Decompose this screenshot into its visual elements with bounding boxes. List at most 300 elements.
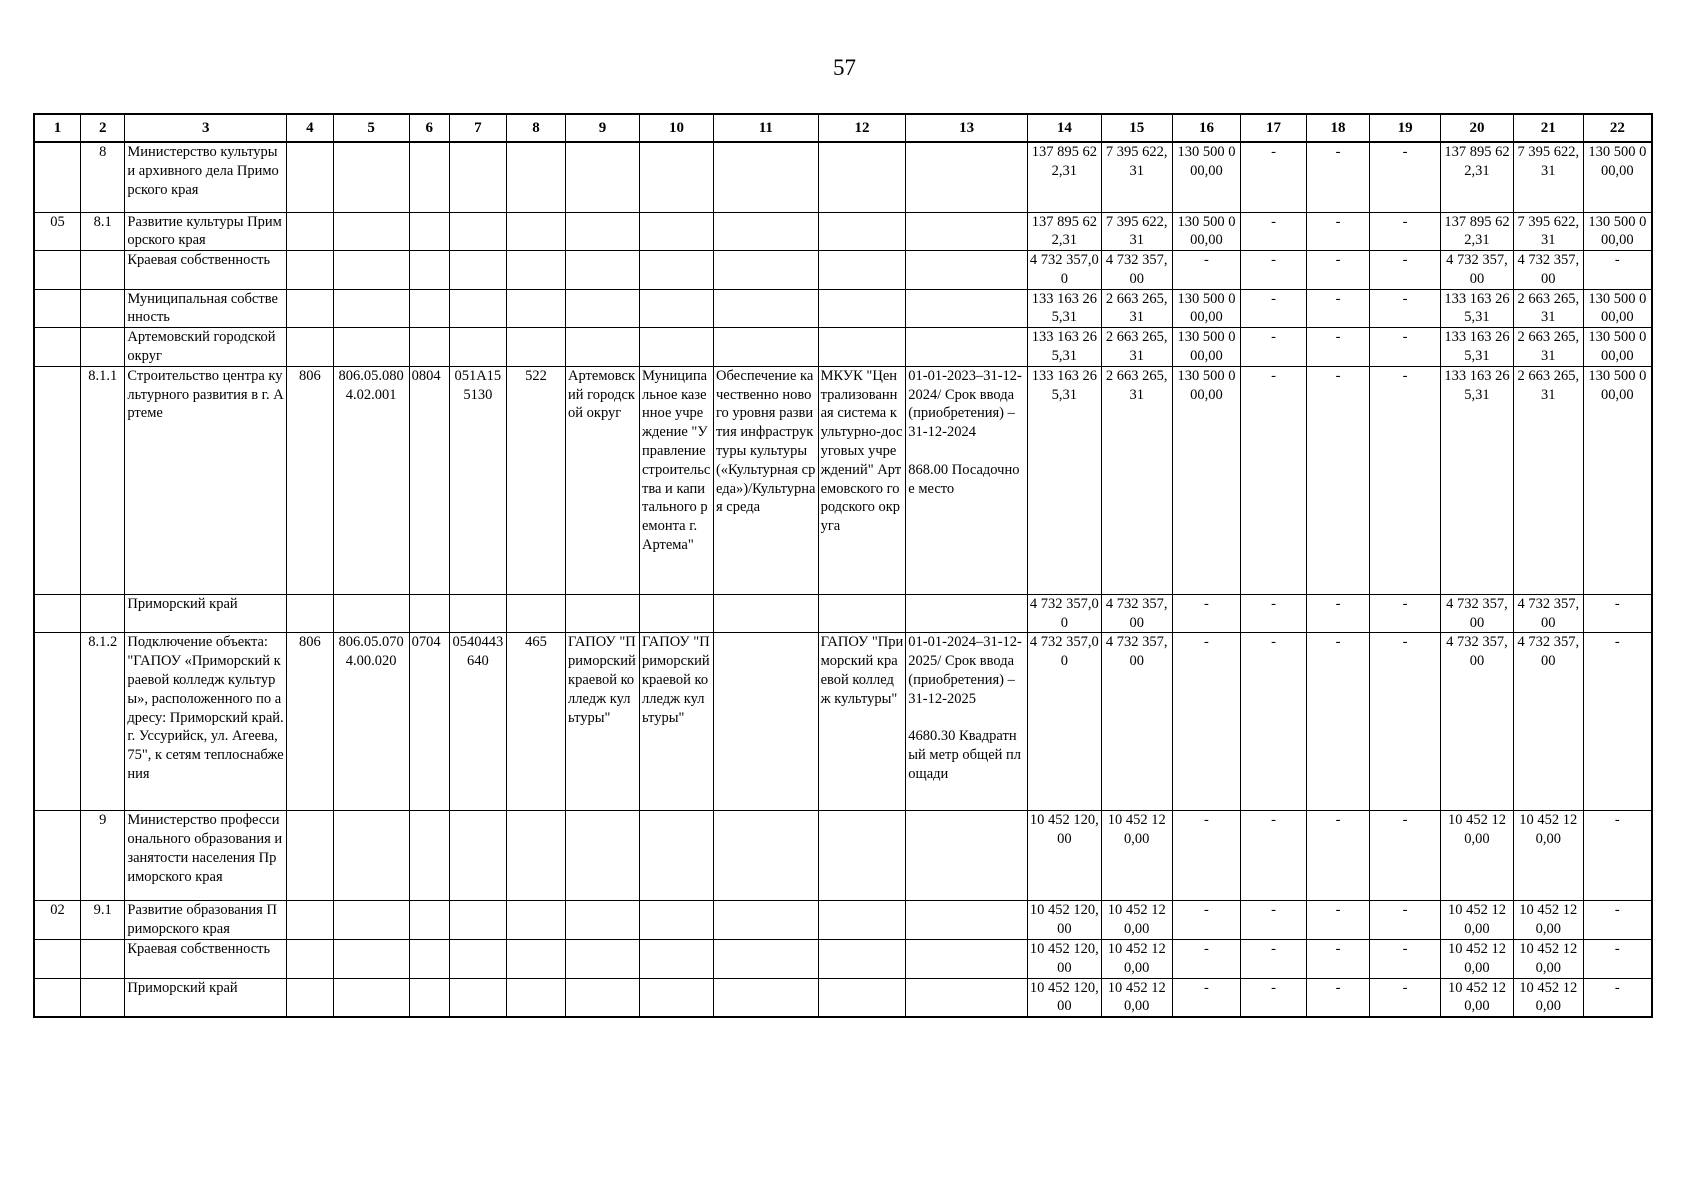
column-header: 18 — [1306, 114, 1369, 142]
table-cell: - — [1241, 811, 1307, 901]
table-cell: 2 663 265,31 — [1513, 328, 1583, 367]
table-cell — [287, 328, 334, 367]
table-cell — [566, 811, 640, 901]
table-cell: - — [1241, 212, 1307, 251]
table-cell: Краевая собственность — [125, 940, 287, 979]
table-cell: - — [1241, 289, 1307, 328]
table-cell — [287, 901, 334, 940]
table-cell — [449, 940, 506, 979]
table-cell: 10 452 120,00 — [1101, 978, 1172, 1017]
table-cell: 7 395 622,31 — [1513, 142, 1583, 212]
table-cell — [449, 594, 506, 633]
table-cell: - — [1241, 901, 1307, 940]
table-cell — [506, 328, 565, 367]
table-body — [34, 114, 1652, 1017]
table-cell — [640, 251, 714, 290]
table-row — [34, 811, 1652, 901]
table-cell: МКУК "Централизованная система культурно-досуговых учреждений" Артемовского городского округа — [818, 366, 906, 594]
table-cell: 10 452 120,00 — [1441, 940, 1514, 979]
table-cell — [818, 212, 906, 251]
table-cell: - — [1306, 940, 1369, 979]
table-cell: 4 732 357,00 — [1027, 633, 1101, 811]
table-cell: 4 732 357,00 — [1441, 594, 1514, 633]
table-cell: 10 452 120,00 — [1513, 978, 1583, 1017]
table-cell — [640, 978, 714, 1017]
table-cell — [713, 978, 818, 1017]
table-row — [34, 978, 1652, 1017]
table-cell: - — [1306, 978, 1369, 1017]
table-cell: 4 732 357,00 — [1101, 633, 1172, 811]
table-cell: 806.05.0704.00.020 — [333, 633, 409, 811]
table-cell — [640, 289, 714, 328]
table-cell: Краевая собственность — [125, 251, 287, 290]
table-cell — [409, 328, 449, 367]
table-row — [34, 901, 1652, 940]
column-header: 4 — [287, 114, 334, 142]
table-cell: - — [1172, 901, 1241, 940]
table-cell: 02 — [34, 901, 81, 940]
table-cell — [333, 978, 409, 1017]
table-cell: 137 895 622,31 — [1027, 142, 1101, 212]
table-cell: 133 163 265,31 — [1027, 366, 1101, 594]
table-cell — [566, 142, 640, 212]
table-cell: 0804 — [409, 366, 449, 594]
table-cell — [409, 251, 449, 290]
table-cell — [449, 811, 506, 901]
table-cell — [333, 142, 409, 212]
table-cell — [818, 811, 906, 901]
table-cell — [713, 251, 818, 290]
table-cell: 2 663 265,31 — [1101, 289, 1172, 328]
table-cell — [713, 901, 818, 940]
table-cell: 7 395 622,31 — [1101, 142, 1172, 212]
table-cell: 10 452 120,00 — [1027, 901, 1101, 940]
table-row — [34, 142, 1652, 212]
table-cell — [81, 328, 125, 367]
table-cell: 133 163 265,31 — [1027, 289, 1101, 328]
table-cell: 10 452 120,00 — [1513, 901, 1583, 940]
table-cell: Муниципальная собственность — [125, 289, 287, 328]
table-cell: - — [1583, 251, 1652, 290]
table-cell — [333, 212, 409, 251]
table-cell — [713, 594, 818, 633]
page-number: 57 — [833, 55, 856, 80]
table-cell — [81, 594, 125, 633]
table-cell: - — [1583, 811, 1652, 901]
table-cell: Артемовский городской округ — [125, 328, 287, 367]
table-row — [34, 594, 1652, 633]
table-row — [34, 212, 1652, 251]
table-cell: 522 — [506, 366, 565, 594]
column-header: 11 — [713, 114, 818, 142]
table-cell: 7 395 622,31 — [1101, 212, 1172, 251]
table-cell: 130 500 000,00 — [1583, 289, 1652, 328]
table-cell — [566, 328, 640, 367]
table-cell: 465 — [506, 633, 565, 811]
table-cell: 4 732 357,00 — [1101, 594, 1172, 633]
table-cell: 10 452 120,00 — [1101, 940, 1172, 979]
table-cell — [640, 940, 714, 979]
table-cell — [287, 594, 334, 633]
column-header: 2 — [81, 114, 125, 142]
table-cell — [449, 289, 506, 328]
table-cell — [713, 633, 818, 811]
table-cell: 806.05.0804.02.001 — [333, 366, 409, 594]
table-cell: 4 732 357,00 — [1441, 633, 1514, 811]
table-cell — [409, 940, 449, 979]
table-cell: - — [1370, 142, 1441, 212]
table-cell — [640, 212, 714, 251]
table-cell — [287, 978, 334, 1017]
column-header: 17 — [1241, 114, 1307, 142]
table-cell — [818, 142, 906, 212]
table-cell: 137 895 622,31 — [1441, 142, 1514, 212]
table-cell: - — [1306, 366, 1369, 594]
table-cell — [81, 940, 125, 979]
table-cell: 4 732 357,00 — [1513, 251, 1583, 290]
table-cell — [409, 811, 449, 901]
table-cell: 10 452 120,00 — [1101, 811, 1172, 901]
table-cell: - — [1583, 633, 1652, 811]
table-cell: 10 452 120,00 — [1027, 811, 1101, 901]
column-header: 10 — [640, 114, 714, 142]
table-cell — [506, 251, 565, 290]
table-cell: - — [1370, 366, 1441, 594]
table-cell — [818, 901, 906, 940]
table-cell — [409, 212, 449, 251]
column-header: 9 — [566, 114, 640, 142]
table-cell — [640, 811, 714, 901]
table-cell — [713, 328, 818, 367]
table-cell: Развитие образования Приморского края — [125, 901, 287, 940]
table-cell — [906, 940, 1028, 979]
table-cell: Министерство профессионального образования и занятости населения Приморского края — [125, 811, 287, 901]
table-cell: 4 732 357,00 — [1441, 251, 1514, 290]
table-cell — [713, 940, 818, 979]
table-cell: 137 895 622,31 — [1441, 212, 1514, 251]
column-header: 15 — [1101, 114, 1172, 142]
table-cell — [449, 212, 506, 251]
table-cell — [449, 142, 506, 212]
column-header: 22 — [1583, 114, 1652, 142]
table-cell: - — [1306, 142, 1369, 212]
table-cell: - — [1583, 940, 1652, 979]
table-cell: 2 663 265,31 — [1101, 328, 1172, 367]
table-cell: 01-01-2024–31-12-2025/ Срок ввода (приобретения) – 31-12-2025 4680.30 Квадратный метр общей площади — [906, 633, 1028, 811]
table-cell — [333, 940, 409, 979]
table-cell: 2 663 265,31 — [1101, 366, 1172, 594]
table-cell — [506, 811, 565, 901]
column-header: 3 — [125, 114, 287, 142]
table-cell: - — [1306, 212, 1369, 251]
table-cell — [287, 212, 334, 251]
table-cell: - — [1241, 366, 1307, 594]
table-cell: 8 — [81, 142, 125, 212]
table-cell — [640, 328, 714, 367]
table-cell — [906, 811, 1028, 901]
table-cell: 2 663 265,31 — [1513, 289, 1583, 328]
table-cell — [818, 251, 906, 290]
table-cell: Министерство культуры и архивного дела Приморского края — [125, 142, 287, 212]
table-row — [34, 251, 1652, 290]
table-cell: 10 452 120,00 — [1513, 940, 1583, 979]
table-cell: - — [1241, 142, 1307, 212]
table-cell: Строительство центра культурного развития в г. Артеме — [125, 366, 287, 594]
table-cell: - — [1370, 594, 1441, 633]
table-cell — [906, 328, 1028, 367]
table-cell — [713, 142, 818, 212]
table-cell: - — [1172, 251, 1241, 290]
table-cell — [287, 251, 334, 290]
table-cell: 130 500 000,00 — [1172, 328, 1241, 367]
table-cell — [906, 212, 1028, 251]
table-cell: - — [1370, 633, 1441, 811]
column-header: 5 — [333, 114, 409, 142]
table-cell: - — [1370, 328, 1441, 367]
table-cell — [906, 901, 1028, 940]
table-cell — [34, 251, 81, 290]
table-cell: - — [1172, 594, 1241, 633]
table-cell: 4 732 357,00 — [1027, 594, 1101, 633]
table-cell: - — [1370, 212, 1441, 251]
table-cell — [449, 328, 506, 367]
table-cell: Приморский край — [125, 978, 287, 1017]
table-cell — [566, 212, 640, 251]
table-cell — [333, 901, 409, 940]
table-cell — [906, 142, 1028, 212]
table-cell — [34, 811, 81, 901]
table-cell: Артемовский городской округ — [566, 366, 640, 594]
table-cell: 10 452 120,00 — [1513, 811, 1583, 901]
table-cell: 8.1 — [81, 212, 125, 251]
table-cell: 9 — [81, 811, 125, 901]
column-header: 7 — [449, 114, 506, 142]
table-cell: - — [1306, 251, 1369, 290]
table-cell: - — [1306, 901, 1369, 940]
table-cell: 4 732 357,00 — [1513, 633, 1583, 811]
table-cell — [81, 289, 125, 328]
table-cell: 4 732 357,00 — [1513, 594, 1583, 633]
table-cell — [34, 328, 81, 367]
table-cell: 130 500 000,00 — [1172, 289, 1241, 328]
table-cell: 10 452 120,00 — [1441, 978, 1514, 1017]
table-cell — [818, 289, 906, 328]
table-cell — [506, 212, 565, 251]
column-header: 8 — [506, 114, 565, 142]
table-cell: 130 500 000,00 — [1172, 366, 1241, 594]
table-cell — [449, 978, 506, 1017]
table-cell: - — [1172, 811, 1241, 901]
column-header: 19 — [1370, 114, 1441, 142]
table-cell: 133 163 265,31 — [1441, 289, 1514, 328]
table-cell — [287, 142, 334, 212]
table-cell: 051A155130 — [449, 366, 506, 594]
table-cell — [409, 594, 449, 633]
table-cell — [34, 594, 81, 633]
table-cell — [640, 142, 714, 212]
table-cell: 05 — [34, 212, 81, 251]
table-cell — [566, 594, 640, 633]
column-header: 16 — [1172, 114, 1241, 142]
table-cell: Подключение объекта: "ГАПОУ «Приморский краевой колледж культуры», расположенного по адресу: Приморский край. г. Уссурийск, ул. Агеева,75", к сетям теплоснабжения — [125, 633, 287, 811]
table-cell: 133 163 265,31 — [1441, 366, 1514, 594]
header-row — [34, 114, 1652, 142]
table-cell: - — [1241, 940, 1307, 979]
table-cell: - — [1370, 251, 1441, 290]
table-cell — [506, 901, 565, 940]
table-cell: 10 452 120,00 — [1441, 811, 1514, 901]
table-cell — [333, 251, 409, 290]
table-cell: Приморский край — [125, 594, 287, 633]
table-cell — [566, 901, 640, 940]
table-cell — [818, 328, 906, 367]
table-cell: - — [1306, 594, 1369, 633]
table-cell: - — [1306, 328, 1369, 367]
table-cell — [506, 978, 565, 1017]
table-cell — [34, 940, 81, 979]
table-cell — [906, 251, 1028, 290]
table-cell: - — [1583, 901, 1652, 940]
table-cell — [640, 901, 714, 940]
table-cell: 130 500 000,00 — [1583, 366, 1652, 594]
table-cell: 10 452 120,00 — [1027, 978, 1101, 1017]
table-cell: 806 — [287, 633, 334, 811]
table-cell: 130 500 000,00 — [1583, 142, 1652, 212]
table-cell: 2 663 265,31 — [1513, 366, 1583, 594]
table-cell — [506, 289, 565, 328]
table-row — [34, 366, 1652, 594]
table-cell — [409, 978, 449, 1017]
column-header: 21 — [1513, 114, 1583, 142]
table-cell — [818, 594, 906, 633]
table-cell — [906, 978, 1028, 1017]
table-cell: 9.1 — [81, 901, 125, 940]
table-cell: 130 500 000,00 — [1172, 142, 1241, 212]
table-cell — [906, 289, 1028, 328]
table-cell — [818, 978, 906, 1017]
table-row — [34, 940, 1652, 979]
table-cell: 806 — [287, 366, 334, 594]
table-cell: - — [1172, 940, 1241, 979]
table-cell: 10 452 120,00 — [1101, 901, 1172, 940]
table-cell — [566, 251, 640, 290]
table-cell — [713, 212, 818, 251]
table-cell — [333, 328, 409, 367]
column-header: 6 — [409, 114, 449, 142]
table-cell: 0704 — [409, 633, 449, 811]
table-cell — [81, 251, 125, 290]
table-cell: - — [1241, 594, 1307, 633]
table-cell — [449, 251, 506, 290]
table-cell: 137 895 622,31 — [1027, 212, 1101, 251]
table-cell — [409, 289, 449, 328]
table-cell — [818, 940, 906, 979]
table-cell: 10 452 120,00 — [1441, 901, 1514, 940]
table-cell — [640, 594, 714, 633]
table-cell: 133 163 265,31 — [1441, 328, 1514, 367]
table-cell: Муниципальное казенное учреждение "Управление строительства и капитального ремонта г. Артема" — [640, 366, 714, 594]
table-cell: - — [1370, 289, 1441, 328]
investment-table — [33, 113, 1653, 1018]
table-row — [34, 633, 1652, 811]
table-cell: 8.1.1 — [81, 366, 125, 594]
table-cell: - — [1583, 594, 1652, 633]
table-cell: - — [1241, 633, 1307, 811]
table-cell — [81, 978, 125, 1017]
table-row — [34, 289, 1652, 328]
column-header: 12 — [818, 114, 906, 142]
column-header: 14 — [1027, 114, 1101, 142]
table-cell: Развитие культуры Приморского края — [125, 212, 287, 251]
table-cell — [409, 901, 449, 940]
table-cell — [506, 940, 565, 979]
table-cell: 133 163 265,31 — [1027, 328, 1101, 367]
table-cell — [409, 142, 449, 212]
table-cell — [333, 594, 409, 633]
table-cell — [713, 289, 818, 328]
table-cell — [566, 289, 640, 328]
table-cell — [287, 289, 334, 328]
table-cell: 130 500 000,00 — [1583, 212, 1652, 251]
table-cell: 4 732 357,00 — [1027, 251, 1101, 290]
table-cell: - — [1241, 251, 1307, 290]
table-cell: - — [1172, 978, 1241, 1017]
table-cell: - — [1306, 633, 1369, 811]
column-header: 20 — [1441, 114, 1514, 142]
table-cell — [506, 142, 565, 212]
table-cell: - — [1370, 901, 1441, 940]
table-cell — [287, 811, 334, 901]
table-cell — [34, 289, 81, 328]
table-cell: 4 732 357,00 — [1101, 251, 1172, 290]
table-cell: - — [1306, 289, 1369, 328]
table-cell — [34, 366, 81, 594]
table-cell: - — [1306, 811, 1369, 901]
table-cell — [506, 594, 565, 633]
table-cell: - — [1241, 328, 1307, 367]
table-cell — [713, 811, 818, 901]
table-cell: - — [1172, 633, 1241, 811]
table-cell: 0540443640 — [449, 633, 506, 811]
table-cell — [34, 633, 81, 811]
table-cell: 130 500 000,00 — [1172, 212, 1241, 251]
table-cell — [566, 978, 640, 1017]
table-cell — [333, 811, 409, 901]
table-cell: - — [1583, 978, 1652, 1017]
table-cell — [906, 594, 1028, 633]
table-cell: 8.1.2 — [81, 633, 125, 811]
table-cell — [566, 940, 640, 979]
table-row — [34, 328, 1652, 367]
table-cell: ГАПОУ "Приморский краевой колледж культуры" — [566, 633, 640, 811]
column-header: 1 — [34, 114, 81, 142]
column-header: 13 — [906, 114, 1028, 142]
table-cell: ГАПОУ "Приморский краевой колледж культуры" — [640, 633, 714, 811]
table-cell: 130 500 000,00 — [1583, 328, 1652, 367]
table-cell — [34, 978, 81, 1017]
table-cell — [34, 142, 81, 212]
table-cell: Обеспечение качественно нового уровня развития инфраструктуры культуры («Культурная среда»)/Культурная среда — [713, 366, 818, 594]
table-cell: ГАПОУ "Приморский краевой колледж культуры" — [818, 633, 906, 811]
table-cell: 01-01-2023–31-12-2024/ Срок ввода (приобретения) – 31-12-2024 868.00 Посадочное место — [906, 366, 1028, 594]
table-cell — [449, 901, 506, 940]
table-cell: - — [1241, 978, 1307, 1017]
table-cell: - — [1370, 811, 1441, 901]
table-cell: 10 452 120,00 — [1027, 940, 1101, 979]
table-cell: - — [1370, 978, 1441, 1017]
table-cell — [333, 289, 409, 328]
table-cell: 7 395 622,31 — [1513, 212, 1583, 251]
